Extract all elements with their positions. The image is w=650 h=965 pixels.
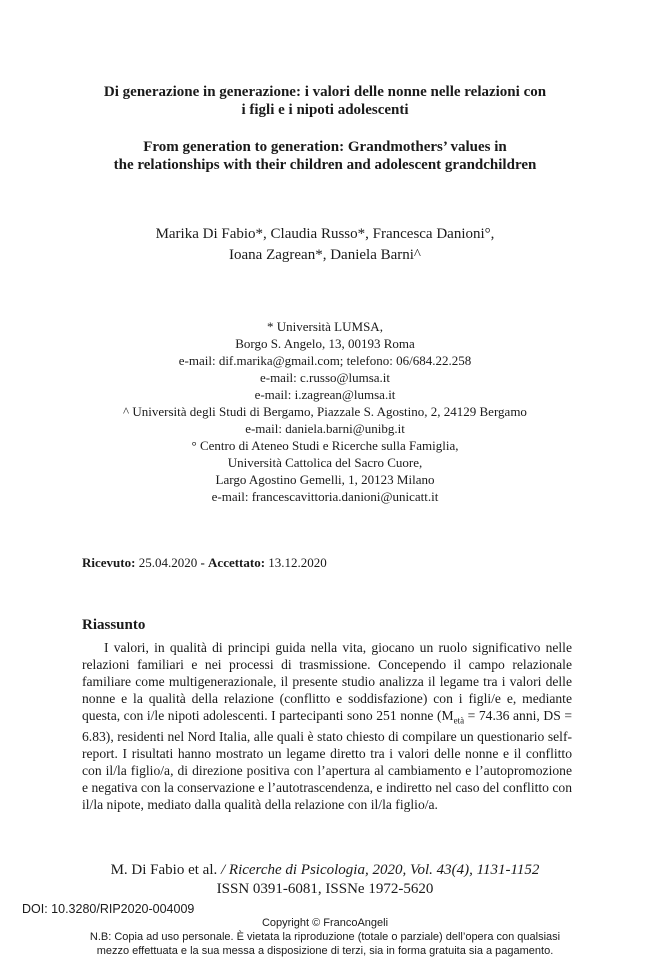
affiliation-line: e-mail: dif.marika@gmail.com; telefono: 06/684.22.258: [178, 353, 472, 368]
author-line-1: Marika Di Fabio*, Claudia Russo*, Francesca Danioni°,: [155, 226, 495, 242]
received-accepted-dates: [82, 555, 327, 571]
abstract-subscript: età: [453, 715, 465, 726]
notice-line-1: N.B: Copia ad uso personale. È vietata la riproduzione (totale o parziale) dell’opera con qualsiasi: [89, 931, 561, 943]
author-list: [0, 224, 650, 266]
citation-block: [0, 861, 650, 899]
title-english-line-1: From generation to generation: Grandmothers’ values in: [143, 139, 507, 155]
abstract-heading: Riassunto: [82, 617, 146, 633]
affiliation-line: e-mail: i.zagrean@lumsa.it: [254, 387, 396, 402]
citation-journal: / Ricerche di Psicologia, 2020, Vol. 43(4), 1131-1152: [220, 862, 540, 878]
affiliation-line: Università Cattolica del Sacro Cuore,: [227, 455, 423, 470]
affiliation-line: Borgo S. Angelo, 13, 00193 Roma: [235, 336, 415, 351]
title-english: [0, 138, 650, 174]
affiliation-line: e-mail: francescavittoria.danioni@unicatt.it: [211, 489, 439, 504]
copyright-line: Copyright © FrancoAngeli: [261, 917, 389, 929]
affiliation-line: e-mail: daniela.barni@unibg.it: [245, 421, 405, 436]
doi: DOI: 10.3280/RIP2020-004009: [22, 902, 195, 916]
title-italian-line-2: i figli e i nipoti adolescenti: [241, 102, 409, 118]
accepted-label: Accettato:: [208, 555, 266, 570]
abstract-text-part-2: = 74.36 anni, DS = 6.83), residenti nel Nord Italia, alle quali è stato chiesto di compilare un questionario self-report. I risultati hanno mostrato un legame diretto tra i valori delle nonne e il conflitto con il/la figlio/a, di direzione positiva con l’apertura al cambiamento e l’autopromozione e negativa con la conservazione e l’autotrascendenza, e indiretto nel caso del conflitto con il/la nipote, mediato dalla qualità della relazione con il/la figlio/a.: [82, 707, 572, 812]
affiliation-line: Largo Agostino Gemelli, 1, 20123 Milano: [215, 472, 435, 487]
citation-line: [0, 861, 650, 880]
notice-line-2: mezzo effettuata e la sua messa a disposizione di terzi, sia in forma gratuita sia a pagamento.: [96, 945, 554, 957]
abstract-body: [82, 640, 572, 814]
affiliation-line: ^ Università degli Studi di Bergamo, Piazzale S. Agostino, 2, 24129 Bergamo: [123, 404, 527, 419]
affiliation-line: * Università LUMSA,: [267, 319, 383, 334]
affiliation-line: e-mail: c.russo@lumsa.it: [259, 370, 391, 385]
date-separator: -: [200, 555, 205, 570]
abstract-text-part-1: I valori, in qualità di principi guida nella vita, giocano un ruolo significativo nelle relazioni familiari e nei processi di trasmissione. Concependo il campo relazionale familiare come multigenerazionale, il presente studio analizza il legame tra i valori delle nonne e la qualità della relazione (conflitto e soddisfazione) con i figli/e e, mediante questa, con i/le nipoti adolescenti. I partecipanti sono 251 nonne (M: [82, 640, 572, 723]
citation-authors: M. Di Fabio et al.: [110, 862, 218, 878]
accepted-date: 13.12.2020: [268, 555, 327, 570]
title-english-line-2: the relationships with their children and adolescent grandchildren: [113, 157, 537, 173]
affiliation-line: ° Centro di Ateneo Studi e Ricerche sulla Famiglia,: [191, 438, 459, 453]
issn-line: ISSN 0391-6081, ISSNe 1972-5620: [216, 881, 434, 897]
title-italian: [0, 83, 650, 119]
copyright-notice: [0, 916, 650, 958]
author-line-2: Ioana Zagrean*, Daniela Barni^: [229, 247, 421, 263]
received-date: 25.04.2020: [138, 555, 198, 570]
received-label: Ricevuto:: [82, 555, 136, 570]
title-italian-line-1: Di generazione in generazione: i valori delle nonne nelle relazioni con: [103, 84, 547, 100]
affiliations: [0, 318, 650, 505]
